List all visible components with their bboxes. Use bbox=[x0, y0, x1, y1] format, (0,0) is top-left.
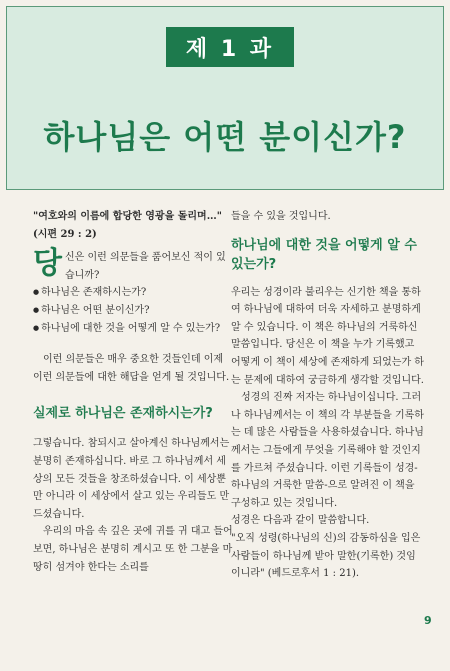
page-title: 하나님은 어떤 분이신가? bbox=[43, 118, 407, 156]
list-item: ● 하나님은 어떤 분이신가? bbox=[33, 302, 233, 320]
left-column bbox=[33, 208, 233, 576]
section-heading: 실제로 하나님은 존재하시는가? bbox=[33, 406, 213, 422]
scripture-quote: "여호와의 이름에 합당한 영광을 돌리며…" (시편 29 : 2) bbox=[33, 211, 222, 240]
drop-cap: 당 bbox=[33, 246, 62, 282]
page-number: 9 bbox=[424, 614, 432, 627]
section-heading: 하나님에 대한 것을 어떻게 알 수 있는가? bbox=[231, 237, 417, 272]
paragraph: 들을 수 있을 것입니다. bbox=[231, 211, 331, 222]
paragraph: 성경은 다음과 같이 말씀합니다. bbox=[231, 515, 370, 527]
question-list bbox=[33, 284, 233, 337]
paragraph: 우리의 마음 속 깊은 곳에 귀를 귀 대고 들어보면, 하나님은 분명히 계시고 또 한 그분을 마땅히 섬겨야 한다는 소리를 bbox=[33, 526, 233, 573]
paragraph: 이런 의문들은 매우 중요한 것들인데 이제 이런 의문들에 대한 해답을 얻게 될 것입니다. bbox=[33, 354, 230, 383]
scripture-quote: "오직 성령(하나님의 신)의 감동하심을 입은 사람들이 하나님께 받아 말한(기록한) 것임이니라" (베드로후서 1 : 21). bbox=[231, 532, 421, 580]
paragraph: 성경의 진짜 저자는 하나님이십니다. 그러나 하나님께서는 이 책의 각 부분들을 기록하는 데 많은 사람들을 사용하셨습니다. 하나님께서는 그들에게 무엇을 기록해야 할 것인지를 가르쳐 주셨습니다. 이런 기록들이 성경-하나님의 거룩한 말씀-으로 알려진 이 책을 구성하고 있는 것입니다. bbox=[231, 392, 424, 509]
intro bbox=[33, 246, 233, 284]
list-item: ● 하나님에 대한 것을 어떻게 알 수 있는가? bbox=[33, 320, 233, 338]
lesson-label: 제 1 과 bbox=[166, 27, 294, 67]
right-column bbox=[231, 208, 425, 583]
list-item: ● 하나님은 존재하시는가? bbox=[33, 284, 233, 302]
paragraph: 그렇습니다. 참되시고 살아계신 하나님께서는 분명히 존재하십니다. 바로 그 하나님께서 세상의 모든 것들을 창조하셨습니다. 이 세상뿐만 아니라 이 세상에서 살고 있는 우리들도 만드셨습니다. bbox=[33, 438, 230, 520]
paragraph: 우리는 성경이라 불리우는 신기한 책을 통하여 하나님에 대하여 더욱 자세하고 분명하게 알 수 있습니다. 이 책은 하나님의 거룩하신 말씀입니다. 당신은 이 책을 누가 기록했고 어떻게 이 책이 세상에 존재하게 되었는가 하는 문제에 대하여 궁금하게 생각할 것입니다. bbox=[231, 286, 424, 386]
intro-text: 신은 이런 의문들을 품어보신 적이 있습니까? bbox=[64, 252, 226, 281]
